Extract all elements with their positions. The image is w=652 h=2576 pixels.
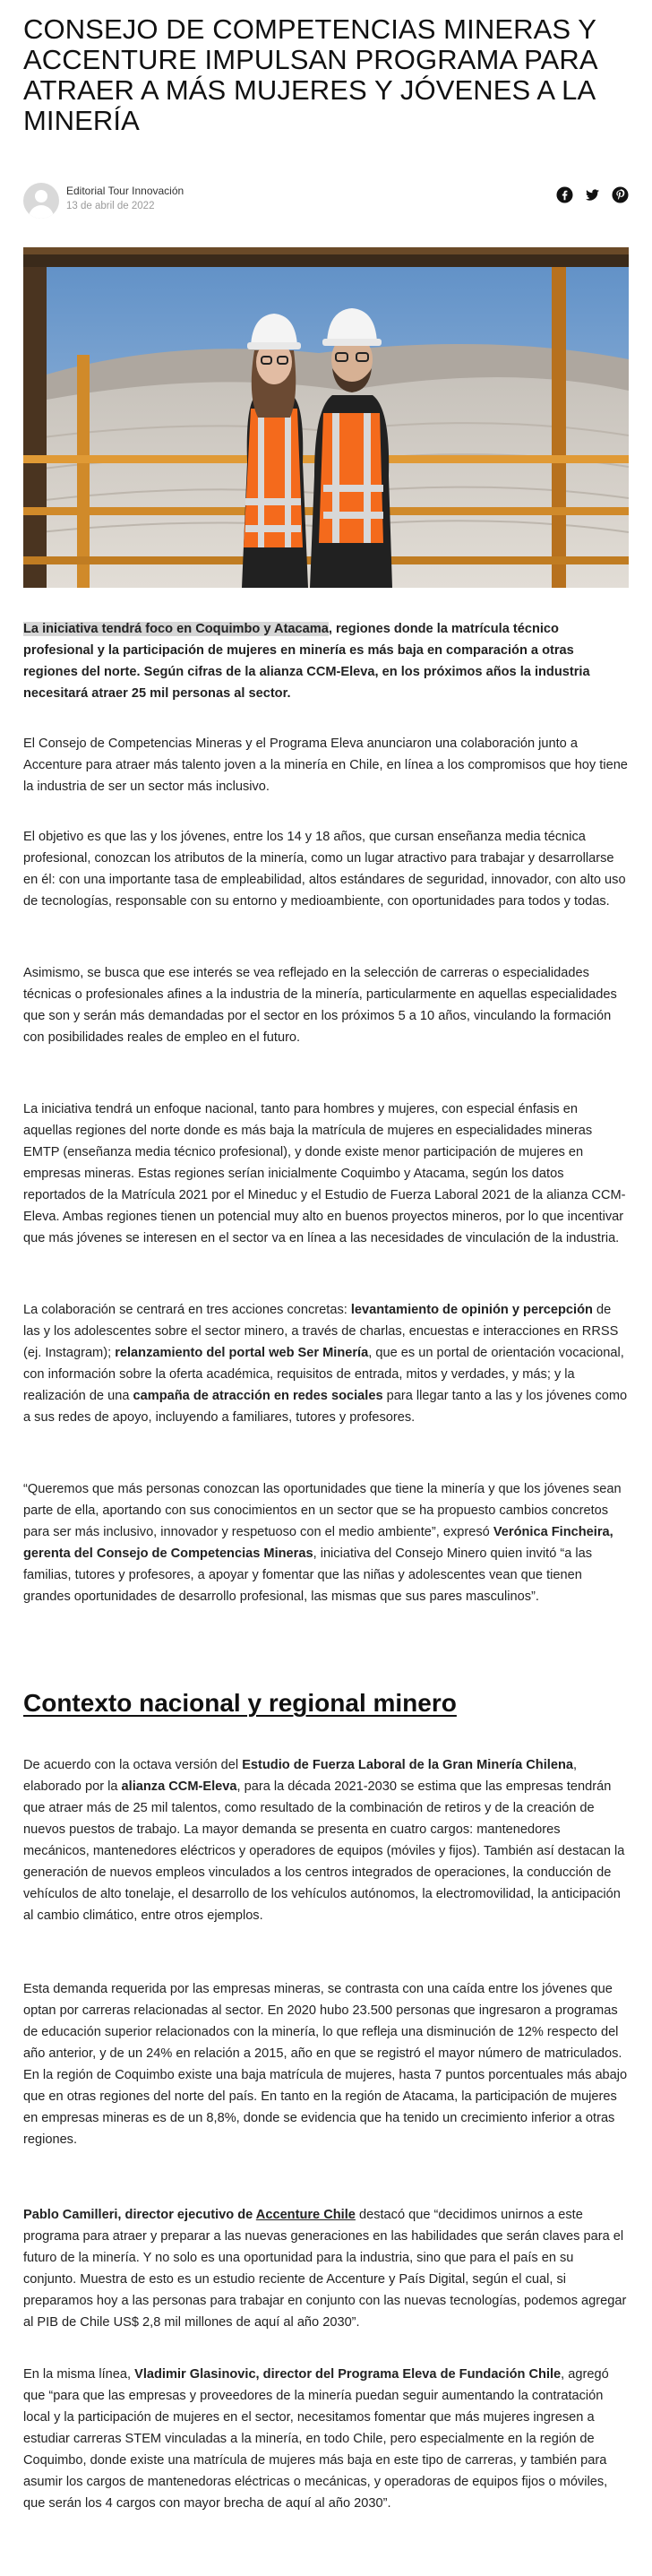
paragraph-3: Asimismo, se busca que ese interés se vea reflejado en la selección de carreras o especialidades técnicas o profesionales afines a la industria de la minería, particularmente en aquellas especialidades que son y serán más demandadas por el sector en los próximos 5 a 10 años, vinculando la formación con posibilidades reales de empleo en el futuro.: [23, 966, 617, 1045]
pinterest-icon[interactable]: [612, 186, 629, 203]
paragraph-10: En la misma línea, Vladimir Glasinovic, director del Programa Eleva de Fundación Chile, agregó que “para que las empresas y proveedores de la minería puedan seguir aumentando la contratación local y la participación de mujeres en el sector, necesitamos fomentar que más mujeres ingresen a estudiar carreras STEM vinculadas a la minería, en todo Chile, pero especialmente en la región de Coquimbo, donde existe una matrícula de mujeres más baja en este tipo de carreras, y también para asumir los cargos de mantenedoras eléctricas o mecánicas, y operadoras de equipos fijos o móviles, que serán los 4 cargos con mayor brecha de aquí al año 2030”.: [23, 2367, 609, 2511]
section-heading: Contexto nacional y regional minero: [23, 1689, 457, 1717]
paragraph-1: El Consejo de Competencias Mineras y el Programa Eleva anunciaron una colaboración junto a Accenture para atraer más talento joven a la minería en Chile, en línea a los compromisos que hoy tiene la industria de ser un sector más inclusivo.: [23, 737, 628, 794]
paragraph-4: La iniciativa tendrá un enfoque nacional, tanto para hombres y mujeres, con especial énfasis en aquellas regiones del norte donde es más baja la matrícula de mujeres en especialidades mineras EMTP (enseñanza media técnico profesional), y donde existe menor participación de mujeres en empresas mineras. Estas regiones serían inicialmente Coquimbo y Atacama, según los datos reportados de la Matrícula 2021 por el Mineduc y el Estudio de Fuerza Laboral 2021 de la alianza CCM-Eleva. Ambas regiones tienen un potencial muy alto en buenos proyectos mineros, por lo que incentivar que más jóvenes se interesen en el sector va en línea a las necesidades de vinculación de la industria.: [23, 1102, 626, 1245]
paragraph-9: Pablo Camilleri, director ejecutivo de Accenture Chile destacó que “decidimos unirnos a este programa para atraer y preparar a las nuevas generaciones en las habilidades que serán claves para el futuro de la minería. Y no solo es una oportunidad para la industria, sino que para el país en su conjunto. Muestra de esto es un estudio reciente de Accenture y País Digital, según el cual, si preparamos hoy a las personas para trabajar en conjunto con las nuevas tecnologías, podemos agregar al PIB de Chile US$ 2,8 mil millones de aquí al año 2030”.: [23, 2208, 627, 2330]
paragraph-6-quote: “Queremos que más personas conozcan las oportunidades que tiene la minería y que los jóvenes sean parte de ella, aportando con sus conocimientos en un sector que se ha propuesto cambios concretos para ser más inclusivo, innovador y respetuoso con el medio ambiente”, expresó Verónica Fincheira, gerenta del Consejo de Competencias Mineras, iniciativa del Consejo Minero quien invitó “a las familias, tutores y profesores, a apoyar y fomentar que las niñas y adolescentes vean que tienen grandes oportunidades de desarrollo profesional, las mismas que sus pares masculinos”.: [23, 1482, 622, 1604]
paragraph-5: La colaboración se centrará en tres acciones concretas: levantamiento de opinión y percepción de las y los adolescentes sobre el sector minero, a través de charlas, encuestas e interacciones en RRSS (ej. Instagram); relanzamiento del portal web Ser Minería, que es un portal de orientación vocacional, con información sobre la oferta académica, requisitos de entrada, mitos y verdades, y más; y la realización de una campaña de atracción en redes sociales para llegar tanto a las y los jóvenes como a sus redes de apoyo, incluyendo a familiares, tutores y profesores.: [23, 1303, 628, 1425]
article-title: CONSEJO DE COMPETENCIAS MINERAS Y ACCENTURE IMPULSAN PROGRAMA PARA ATRAER A MÁS MUJERES Y JÓVENES A LA MINERÍA: [23, 13, 596, 136]
accenture-chile-link[interactable]: Accenture Chile: [255, 2208, 356, 2222]
lead-paragraph: La iniciativa tendrá foco en Coquimbo y Atacama, regiones donde la matrícula técnico profesional y la participación de mujeres en minería es más baja en comparación a otras regiones del norte. Según cifras de la alianza CCM-Eleva, en los próximos años la industria necesitará atraer 25 mil personas al sector.: [23, 622, 590, 701]
share-buttons: [556, 186, 629, 203]
hero-photo: [23, 247, 629, 588]
facebook-icon[interactable]: [556, 186, 573, 203]
lead-highlight: La iniciativa tendrá foco en Coquimbo y Atacama: [23, 622, 329, 636]
author-name[interactable]: Editorial Tour Innovación: [66, 185, 184, 197]
paragraph-7: De acuerdo con la octava versión del Estudio de Fuerza Laboral de la Gran Minería Chilena, elaborado por la alianza CCM-Eleva, para la década 2021-2030 se estima que las empresas tendrán que atraer más de 25 mil talentos, como resultado de la combinación de retiros y de la creación de nuevos puestos de trabajo. La mayor demanda se presenta en cuatro cargos: mantenedores mecánicos, mantenedores eléctricos y operadores de equipos (móviles y fijos). También así destacan la generación de nuevos empleos vinculados a los centros integrados de operaciones, la conducción de vehículos de alto tonelaje, el desarrollo de los vehículos autónomos, la electromovilidad, la anticipación al cambio climático, entre otros ejemplos.: [23, 1758, 625, 1923]
paragraph-8: Esta demanda requerida por las empresas mineras, se contrasta con una caída entre los jóvenes que optan por carreras relacionadas al sector. En 2020 hubo 23.500 personas que ingresaron a programas de educación superior relacionados con la minería, lo que refleja una disminución de 12% respecto del año anterior, y de un 24% en relación a 2015, año en que se registró el mayor número de matriculados. En la región de Coquimbo existe una baja matrícula de mujeres, hasta 7 puntos porcentuales más abajo que en otras regiones del norte del país. En tanto en la región de Atacama, la participación de mujeres en empresas mineras es de un 8,8%, donde se evidencia que ha tenido un crecimiento inferior a otras regiones.: [23, 1982, 628, 2147]
twitter-icon[interactable]: [584, 186, 601, 203]
article-meta: [23, 183, 629, 219]
author-avatar: [23, 183, 59, 219]
paragraph-2: El objetivo es que las y los jóvenes, entre los 14 y 18 años, que cursan enseñanza media técnica profesional, conozcan los atributos de la minería, como un lugar atractivo para trabajar y desarrollarse en él: con una importante tasa de empleabilidad, altos estándares de seguridad, innovador, con alto uso de tecnologías, responsable con su entorno y medioambiente, con oportunidades para todos y todas.: [23, 830, 626, 909]
publish-date: 13 de abril de 2022: [66, 201, 155, 211]
